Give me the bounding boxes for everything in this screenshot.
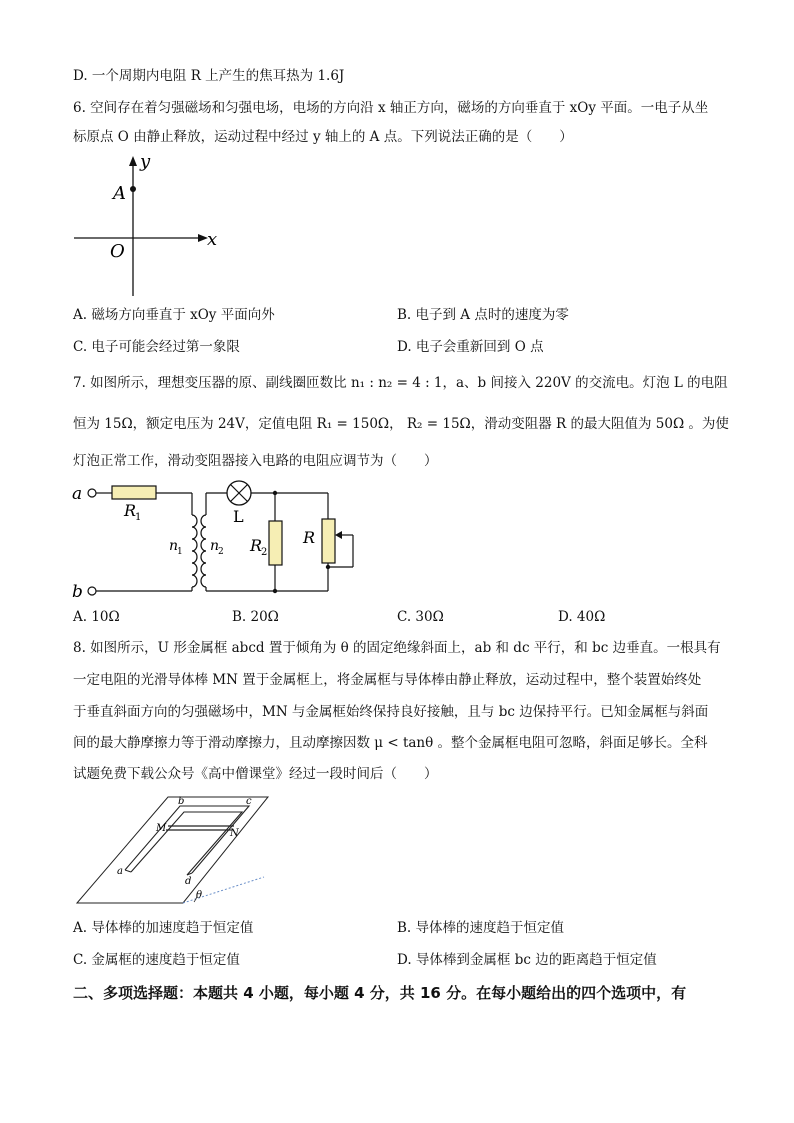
r2-resistor	[269, 521, 282, 565]
q7-stem-line2: 恒为 15Ω，额定电压为 24V，定值电阻 R₁ = 150Ω， R₂ = 15Ω，滑动变阻器 R 的最大阻值为 50Ω 。为使	[73, 416, 729, 432]
lamp-label: L	[233, 507, 244, 526]
q8-stem-line3: 于垂直斜面方向的匀强磁场中，MN 与金属框始终保持良好接触，且与 bc 边保持平行。已知金属框与斜面	[73, 704, 709, 720]
r1-label: R	[124, 501, 137, 520]
q8-option-a: A. 导体棒的加速度趋于恒定值	[73, 920, 254, 936]
rheostat-resistor	[322, 519, 335, 563]
n2-label: n	[210, 538, 220, 554]
r2-label: R	[250, 536, 263, 555]
q8-stem-line2: 一定电阻的光滑导体棒 MN 置于金属框上，将金属框与导体棒由静止释放，运动过程中，整个装置始终处	[73, 672, 702, 688]
q6-option-d: D. 电子会重新回到 O 点	[397, 339, 544, 355]
section2-heading: 二、多项选择题：本题共 4 小题，每小题 4 分，共 16 分。在每小题给出的四个选项中，有	[73, 984, 687, 1002]
label-n: N	[230, 828, 239, 839]
r2-subscript: 2	[261, 547, 268, 558]
label-theta: θ	[196, 890, 203, 901]
q7-stem-line1: 7. 如图所示，理想变压器的原、副线圈匝数比 n₁ : n₂ = 4 : 1，a、b 间接入 220V 的交流电。灯泡 L 的电阻	[73, 375, 728, 391]
q8-stem-line1: 8. 如图所示，U 形金属框 abcd 置于倾角为 θ 的固定绝缘斜面上，ab 和 dc 平行，和 bc 边垂直。一根具有	[73, 640, 721, 656]
terminal-b-label: b	[72, 582, 83, 602]
q6-option-a: A. 磁场方向垂直于 xOy 平面向外	[73, 307, 275, 323]
q7-option-b: B. 20Ω	[232, 609, 279, 625]
label-m: M	[156, 823, 167, 834]
incline-plane	[77, 797, 268, 903]
n2-subscript: 2	[218, 547, 224, 557]
q5-option-d: D. 一个周期内电阻 R 上产生的焦耳热为 1.6J	[73, 68, 345, 84]
q7-option-a: A. 10Ω	[73, 609, 120, 625]
label-a: a	[117, 866, 123, 877]
y-axis-label: y	[140, 151, 151, 172]
q7-option-d: D. 40Ω	[558, 609, 606, 625]
label-b: b	[178, 796, 185, 807]
r1-subscript: 1	[135, 512, 142, 523]
q6-stem-line1: 6. 空间存在着匀强磁场和匀强电场，电场的方向沿 x 轴正方向，磁场的方向垂直于 xOy 平面。一电子从坐	[73, 100, 709, 116]
x-axis-label: x	[207, 229, 218, 250]
q8-stem-line4: 间的最大静摩擦力等于滑动摩擦力，且动摩擦因数 μ < tanθ 。整个金属框电阻可忽略，斜面足够长。全科	[73, 735, 708, 751]
label-c: c	[246, 796, 252, 807]
q8-incline-figure	[72, 790, 272, 910]
n1-label: n	[169, 538, 179, 554]
n1-subscript: 1	[177, 547, 183, 557]
q6-coordinate-figure	[70, 150, 230, 300]
origin-label: O	[110, 241, 125, 262]
point-a-label: A	[113, 183, 126, 204]
q8-option-d: D. 导体棒到金属框 bc 边的距离趋于恒定值	[397, 952, 657, 968]
q7-option-c: C. 30Ω	[397, 609, 444, 625]
q6-option-b: B. 电子到 A 点时的速度为零	[397, 307, 569, 323]
q6-stem-line2: 标原点 O 由静止释放，运动过程中经过 y 轴上的 A 点。下列说法正确的是（ ）	[73, 129, 573, 145]
q8-option-b: B. 导体棒的速度趋于恒定值	[397, 920, 565, 936]
rheostat-label: R	[303, 528, 316, 547]
q8-stem-line5: 试题免费下载公众号《高中僧课堂》经过一段时间后（ ）	[73, 766, 438, 782]
u-frame	[125, 806, 249, 873]
q7-circuit-figure	[70, 475, 370, 605]
q8-option-c: C. 金属框的速度趋于恒定值	[73, 952, 240, 968]
q7-stem-line3: 灯泡正常工作，滑动变阻器接入电路的电阻应调节为（ ）	[73, 453, 438, 469]
terminal-a-label: a	[72, 484, 83, 504]
r1-resistor	[112, 486, 156, 499]
q6-option-c: C. 电子可能会经过第一象限	[73, 339, 240, 355]
label-d: d	[185, 876, 192, 887]
